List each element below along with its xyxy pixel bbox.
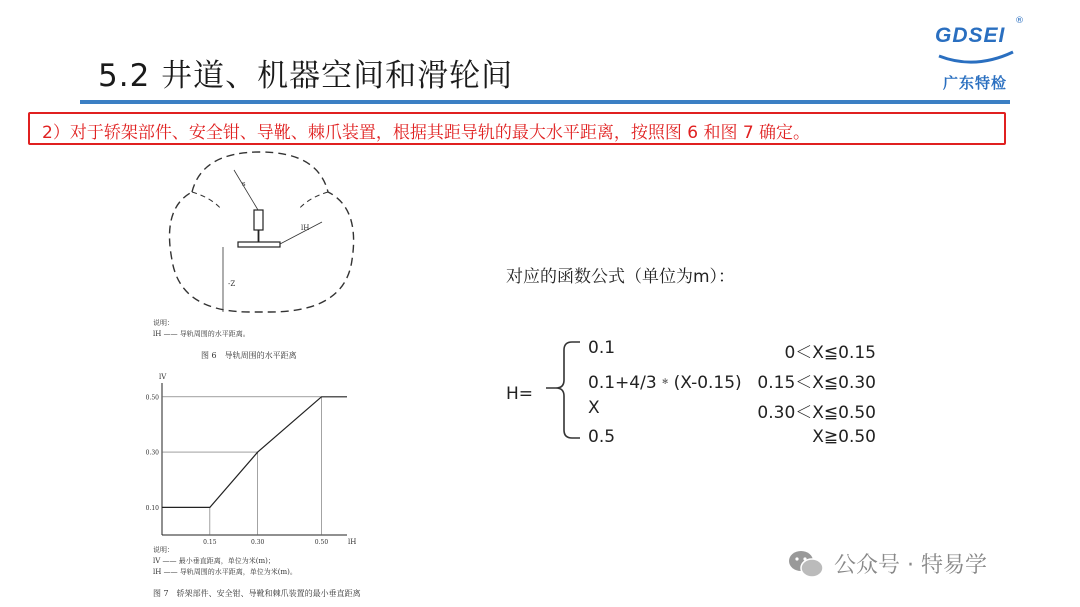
x-axis-label: lH: [348, 538, 357, 546]
legend-line-2: lH —— 导轨周围的水平距离，单位为米(m)。: [153, 568, 297, 576]
legend-line-1: lV —— 最小垂直距离，单位为米(m)；: [153, 557, 275, 565]
label-lh: lH: [301, 224, 310, 232]
figure-6-rail-diagram: [150, 150, 370, 320]
formula-lhs: H=: [506, 384, 534, 404]
y-tick-label: 0.10: [145, 504, 159, 512]
formula-cond-3: X≧0.50: [812, 427, 876, 447]
highlight-note-box: [28, 112, 1006, 145]
figure-6-legend: [153, 318, 250, 340]
figure-6-caption: 图 6 导轨周围的水平距离: [201, 351, 297, 360]
title-underline: [80, 100, 1010, 104]
x-tick-label: 0.50: [314, 539, 329, 546]
x-tick-label: 0.30: [251, 539, 265, 546]
y-axis-label: lV: [159, 373, 167, 381]
logo-registered-mark: ®: [1015, 16, 1024, 26]
curly-brace-icon: [542, 332, 592, 447]
rail-head: [254, 210, 263, 230]
figure-7-chart: [140, 365, 355, 545]
legend-title: 说明：: [153, 546, 174, 554]
legend-line: lH —— 导轨周围的水平距离。: [153, 330, 250, 338]
wechat-icon: [788, 550, 824, 578]
watermark-text: 公众号 · 特易学: [834, 553, 987, 578]
figure-7-caption: 图 7 轿架部件、安全钳、导靴和棘爪装置的最小垂直距离: [153, 589, 361, 598]
formula-label: 对应的函数公式（单位为m）：: [506, 267, 736, 287]
formula-cond-0: 0＜X≦0.15: [784, 343, 876, 363]
label-z: -Z: [228, 280, 236, 288]
label-s: s: [242, 180, 246, 188]
logo: [935, 18, 1025, 98]
logo-text: GDSEI: [935, 24, 1006, 47]
formula-expr-0: 0.1: [588, 338, 616, 358]
formula-cond-2: 0.30＜X≦0.50: [757, 403, 876, 423]
formula-expr-1: 0.1+4/3﹡(X-0.15): [588, 373, 742, 393]
page-title: 5.2 井道、机器空间和滑轮间: [98, 58, 514, 94]
note-text: 2）对于轿架部件、安全钳、导靴、棘爪装置，根据其距导轨的最大水平距离，按照图 6 和图 7 确定。: [42, 123, 811, 143]
figure-7-legend: [153, 545, 297, 578]
legend-title: 说明：: [153, 319, 174, 327]
dashed-envelope: [170, 152, 354, 312]
formula-expr-3: 0.5: [588, 427, 616, 447]
logo-chinese-name: 广东特检: [943, 74, 1008, 92]
y-tick-label: 0.30: [145, 449, 159, 457]
formula-expr-2: X: [588, 398, 600, 418]
x-tick-label: 0.15: [203, 539, 217, 546]
rail-foot: [238, 242, 280, 247]
y-tick-label: 0.50: [145, 394, 159, 402]
formula-cond-1: 0.15＜X≦0.30: [757, 373, 876, 393]
